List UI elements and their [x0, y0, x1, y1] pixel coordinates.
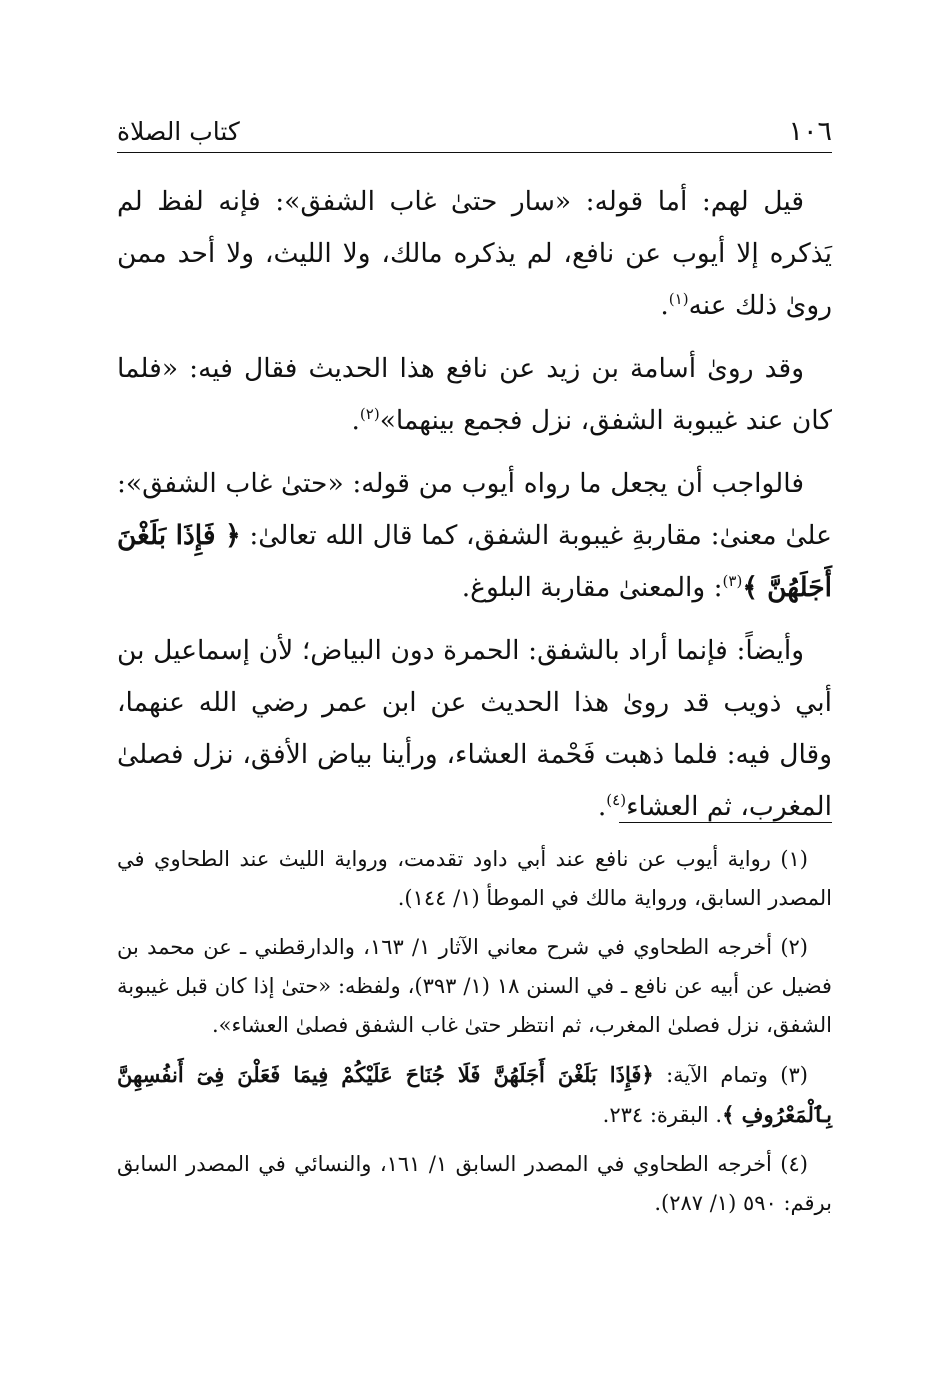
- paragraph-4-text: وأيضاً: فإنما أراد بالشفق: الحمرة دون البياض؛ لأن إسماعيل بن أبي ذويب قد روىٰ هذا الحديث عن ابن عمر رضي الله عنهما، وقال فيه: فلما ذهبت فَحْمة العشاء، ورأينا بياض الأفق، نزل فصلىٰ المغرب، ثم العشاء: [117, 635, 832, 822]
- paragraph-3: [117, 458, 832, 614]
- paragraph-2-text: وقد روىٰ أسامة بن زيد عن نافع هذا الحديث فقال فيه: «فلما كان عند غيبوبة الشفق، نزل فجمع بينهما»: [117, 353, 832, 436]
- running-title: كتاب الصلاة: [117, 117, 240, 146]
- paragraph-1-text: قيل لهم: أما قوله: «سار حتىٰ غاب الشفق»: فإنه لفظ لم يَذكره إلا أيوب عن نافع، لم يذكره مالك، ولا الليث، ولا أحد ممن روىٰ ذلك عنه: [117, 186, 832, 321]
- footnote-ref-4: (٤): [606, 791, 627, 810]
- paragraph-4: [117, 625, 832, 833]
- footnote-3-text-after: . البقرة: ٢٣٤.: [602, 1103, 723, 1127]
- footnote-3-quran-quote: ﴿فَإِذَا بَلَغْنَ أَجَلَهُنَّ فَلَا جُنَاحَ عَلَيْكُمْ فِيمَا فَعَلْنَ فِىٓ أَنفُسِهِنَّ بِٱلْمَعْرُوفِ ﴾: [117, 1062, 832, 1127]
- footnote-ref-2: (٢): [359, 405, 380, 424]
- footnote-3-text-before: (٣) وتمام الآية:: [653, 1063, 808, 1087]
- paragraph-3-text-before: فالواجب أن يجعل ما رواه أيوب من قوله: «حتىٰ غاب الشفق»: علىٰ معنىٰ: مقاربةِ غيبوبة الشفق، كما قال الله تعالىٰ:: [117, 468, 832, 551]
- footnote-ref-3: (٣): [722, 572, 743, 591]
- paragraph-2: [117, 343, 832, 447]
- footnote-ref-1: (١): [668, 290, 689, 309]
- page-header: [117, 108, 832, 153]
- paragraph-3-text-after: : والمعنىٰ مقاربة البلوغ.: [461, 572, 723, 603]
- footnote-2: (٢) أخرجه الطحاوي في شرح معاني الآثار ١/ ١٦٣، والدارقطني ـ عن محمد بن فضيل عن أبيه عن نافع ـ في السنن ١٨ (١/ ٣٩٣)، ولفظه: «حتىٰ إذا كان قبل غيبوبة الشفق، نزل فصلىٰ المغرب، ثم انتظر حتىٰ غاب الشفق فصلىٰ العشاء».: [117, 935, 832, 1037]
- paragraph-1-end: .: [660, 290, 669, 321]
- page-number: ١٠٦: [788, 116, 832, 147]
- footnote-separator: [619, 822, 832, 823]
- quran-quote: ﴿ فَإِذَا بَلَغْنَ أَجَلَهُنَّ ﴾: [117, 520, 832, 603]
- footnote-3: [117, 1055, 832, 1135]
- footnotes: [117, 840, 832, 1233]
- paragraph-1: [117, 176, 832, 332]
- paragraph-2-end: .: [351, 405, 360, 436]
- paragraph-4-end: .: [597, 791, 607, 822]
- main-text: [117, 176, 832, 844]
- footnote-1: (١) رواية أيوب عن نافع عند أبي داود تقدمت، ورواية الليث عند الطحاوي في المصدر السابق، ورواية مالك في الموطأ (١/ ١٤٤).: [117, 847, 832, 910]
- footnote-4: (٤) أخرجه الطحاوي في المصدر السابق ١/ ١٦١، والنسائي في المصدر السابق برقم: ٥٩٠ (١/ ٢٨٧).: [117, 1152, 832, 1215]
